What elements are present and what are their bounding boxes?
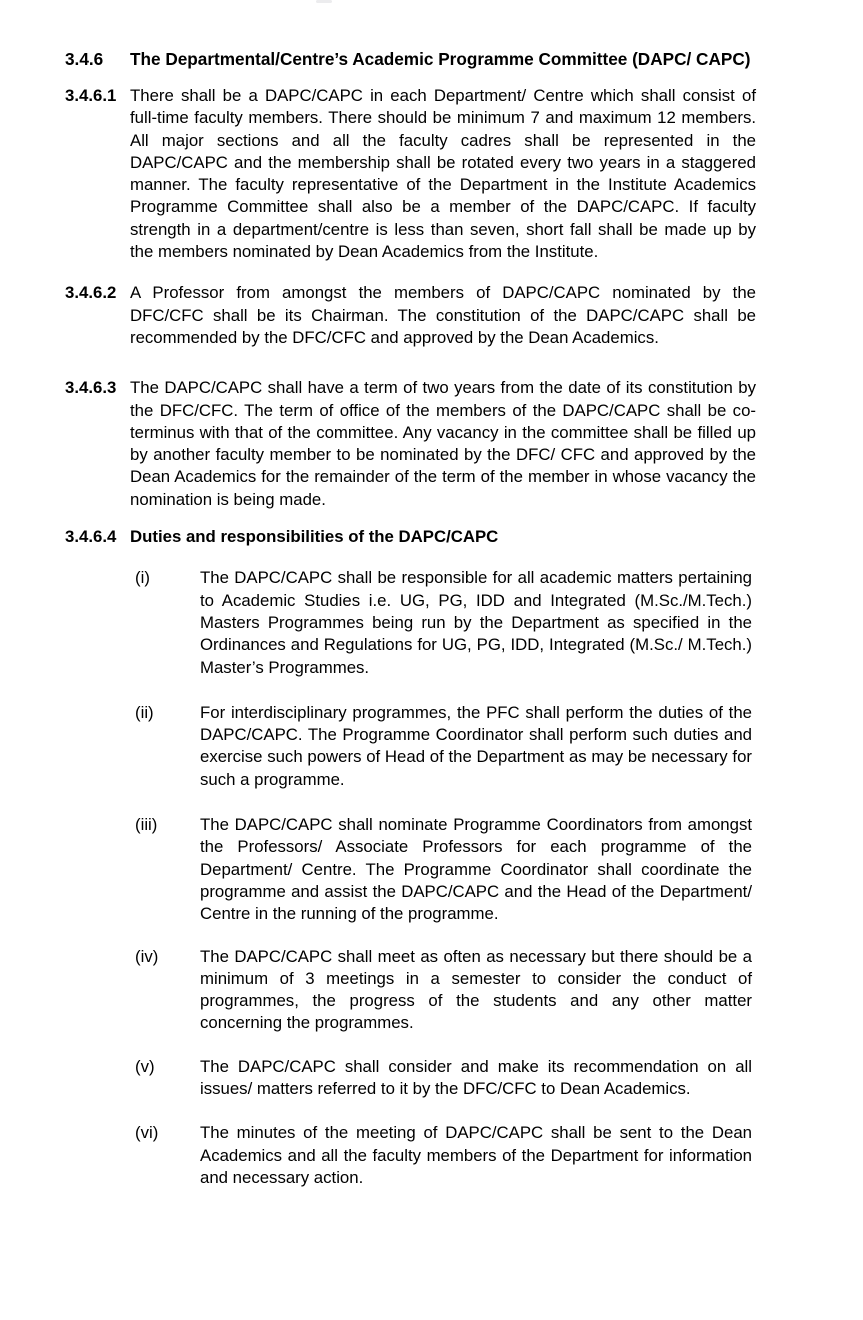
clause-number: 3.4.6.2 bbox=[65, 283, 117, 303]
duty-item-vi bbox=[135, 1122, 760, 1189]
section-title: The Departmental/Centre’s Academic Programme Committee (DAPC/ CAPC) bbox=[130, 49, 751, 69]
subsection-number: 3.4.6.4 bbox=[65, 527, 117, 547]
duty-text: The DAPC/CAPC shall be responsible for all academic matters pertaining to Academic Studies i.e. UG, PG, IDD and Integrated (M.Sc./M.Tech.) Masters Programmes being run by the Department as specified in the Ordinances and Regulations for UG, PG, IDD, Integrated (M.Sc./ M.Tech.) Master’s Programmes. bbox=[200, 568, 752, 677]
scan-artifact bbox=[316, 0, 332, 3]
duty-marker: (i) bbox=[135, 568, 150, 588]
clause-text: There shall be a DAPC/CAPC in each Department/ Centre which shall consist of full-time faculty members. There should be minimum 7 and maximum 12 members. All major sections and all the faculty cadres shall be represented in the DAPC/CAPC and the membership shall be rotated every two years in a staggered manner. The faculty representative of the Department in the Institute Academics Programme Committee shall also be a member of the DAPC/CAPC. If faculty strength in a department/centre is less than seven, short fall shall be made up by the members nominated by Dean Academics from the Institute. bbox=[130, 86, 756, 262]
clause-text: The DAPC/CAPC shall have a term of two years from the date of its constitution by the DFC/CFC. The term of office of the members of the DAPC/CAPC shall be co-terminus with that of the committee. Any vacancy in the committee shall be filled up by another faculty member to be nominated by the DFC/ CFC and approved by the Dean Academics for the remainder of the term of the member in whose vacancy the nomination is being made. bbox=[130, 378, 756, 509]
subsection-title: Duties and responsibilities of the DAPC/CAPC bbox=[130, 527, 499, 547]
clause-3-4-6-1 bbox=[65, 85, 758, 263]
duty-marker: (vi) bbox=[135, 1123, 159, 1143]
duty-item-i bbox=[135, 567, 760, 678]
duties-list bbox=[65, 567, 760, 1189]
clause-3-4-6-2 bbox=[65, 282, 758, 349]
section-number: 3.4.6 bbox=[65, 49, 104, 69]
duty-marker: (v) bbox=[135, 1056, 155, 1076]
duty-text: The DAPC/CAPC shall nominate Programme Coordinators from amongst the Professors/ Associate Professors for each programme of the Department/ Centre. The Programme Coordinator shall coordinate the programme and assist the DAPC/CAPC and the Head of the Department/ Centre in the running of the programme. bbox=[200, 815, 752, 924]
duty-marker: (iii) bbox=[135, 815, 158, 835]
duty-item-v bbox=[135, 1056, 760, 1101]
duty-item-iii bbox=[135, 814, 760, 925]
subsection-heading bbox=[65, 526, 758, 548]
duty-text: The DAPC/CAPC shall meet as often as necessary but there should be a minimum of 3 meetings in a semester to consider the conduct of programmes, the progress of the students and any other matter concerning the programmes. bbox=[200, 946, 752, 1033]
section-heading bbox=[65, 45, 758, 73]
clause-3-4-6-3 bbox=[65, 377, 758, 511]
duty-item-ii bbox=[135, 702, 760, 791]
duty-text: For interdisciplinary programmes, the PFC shall perform the duties of the DAPC/CAPC. The Programme Coordinator shall perform such duties and exercise such powers of Head of the Department as may be necessary for such a programme. bbox=[200, 702, 752, 789]
clause-number: 3.4.6.1 bbox=[65, 86, 117, 105]
clause-text: A Professor from amongst the members of DAPC/CAPC nominated by the DFC/CFC shall be its Chairman. The constitution of the DAPC/CAPC shall be recommended by the DFC/CFC and approved by the Dean Academics. bbox=[130, 283, 756, 347]
document-content bbox=[65, 45, 760, 1189]
duty-marker: (iv) bbox=[135, 946, 159, 966]
duty-marker: (ii) bbox=[135, 702, 154, 722]
clause-number: 3.4.6.3 bbox=[65, 378, 117, 398]
duty-text: The DAPC/CAPC shall consider and make its recommendation on all issues/ matters referred to it by the DFC/CFC to Dean Academics. bbox=[200, 1056, 752, 1098]
duty-text: The minutes of the meeting of DAPC/CAPC shall be sent to the Dean Academics and all the faculty members of the Department for information and necessary action. bbox=[200, 1123, 752, 1187]
duty-item-iv bbox=[135, 946, 760, 1035]
